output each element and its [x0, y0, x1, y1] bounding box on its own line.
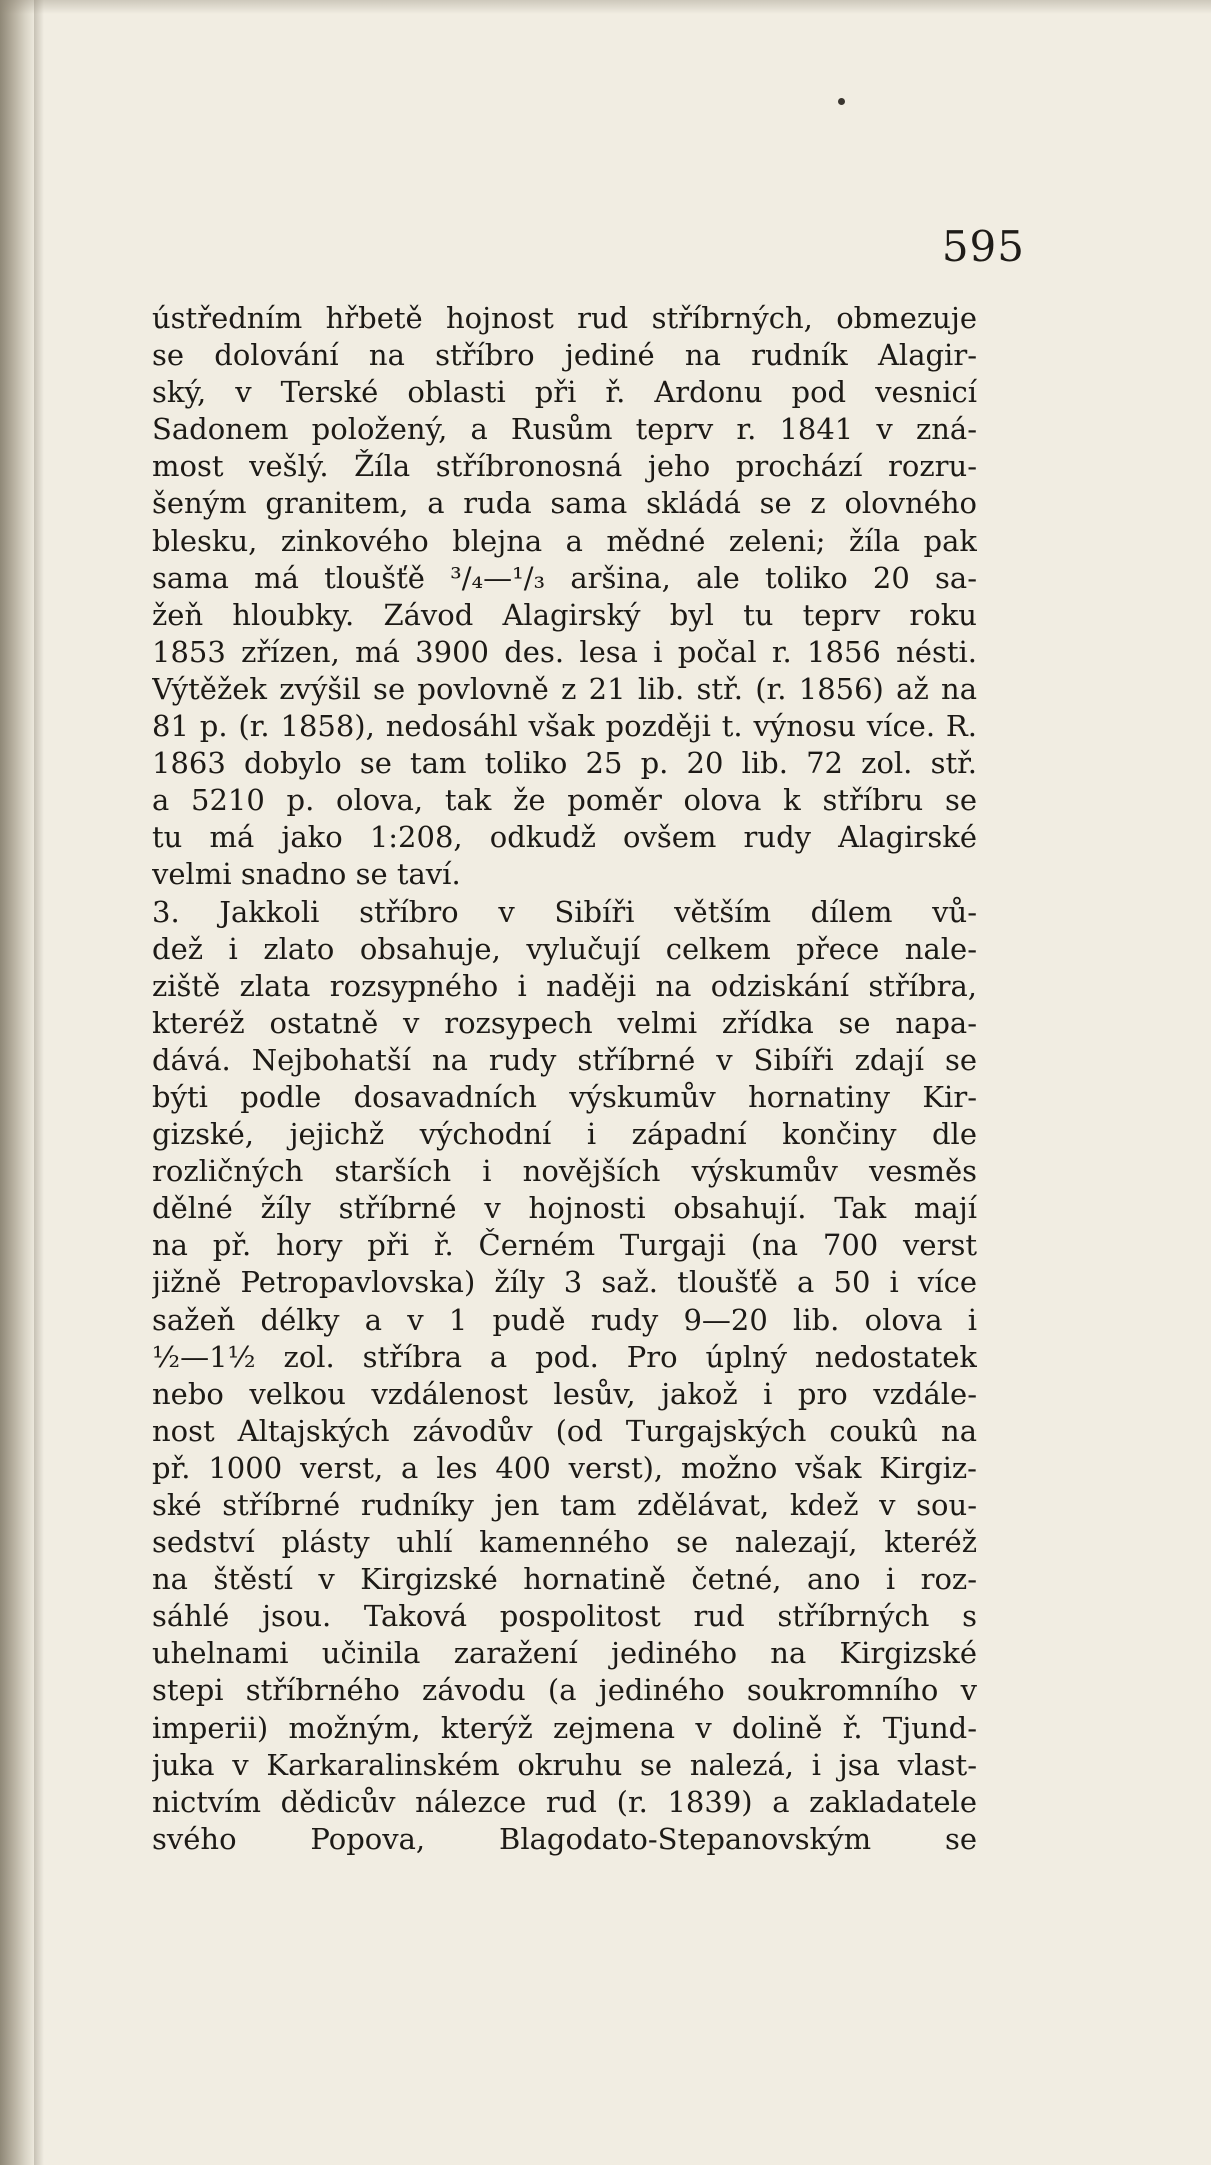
- text-line: se dolování na stříbro jediné na rudník Alagir-: [152, 338, 977, 373]
- page-number: 595: [941, 222, 1025, 271]
- text-line: stepi stříbrného závodu (a jediného soukromního v: [152, 1673, 977, 1708]
- text-line: býti podle dosavadních výskumův hornatiny Kir-: [152, 1079, 977, 1114]
- text-line: sáhlé jsou. Taková pospolitost rud stříbrných s: [152, 1599, 977, 1634]
- page-binding-edge: [0, 0, 34, 2165]
- text-line: sama má tloušťě ³/₄—¹/₃ aršina, ale toliko 20 sa-: [152, 560, 977, 595]
- text-line: ziště zlata rozsypného i naději na odziskání stříbra,: [152, 968, 977, 1003]
- text-line: sedství plásty uhlí kamenného se nalezají, kteréž: [152, 1525, 977, 1560]
- text-line: ústředním hřbetě hojnost rud stříbrných, obmezuje: [152, 301, 977, 335]
- text-line: ský, v Terské oblasti při ř. Ardonu pod vesnicí: [152, 375, 977, 410]
- text-line-paragraph-end: velmi snadno se taví.: [152, 857, 461, 892]
- text-line: nictvím dědicův nálezce rud (r. 1839) a zakladatele: [152, 1784, 977, 1819]
- text-line: juka v Karkaralinském okruhu se nalezá, i jsa vlast-: [152, 1747, 977, 1782]
- ink-speck: [838, 98, 845, 105]
- text-line: a 5210 p. olova, tak že poměr olova k stříbru se: [152, 783, 977, 818]
- text-line: rozličných starších i novějších výskumův vesměs: [152, 1154, 977, 1189]
- text-line: ské stříbrné rudníky jen tam zdělávat, kdež v sou-: [152, 1488, 977, 1522]
- text-line: kteréž ostatně v rozsypech velmi zřídka se napa-: [152, 1005, 977, 1040]
- text-line: imperii) možným, kterýž zejmena v dolině ř. Tjund-: [152, 1710, 977, 1745]
- text-line: uhelnami učinila zaražení jediného na Kirgizské: [152, 1636, 977, 1671]
- text-line: př. 1000 verst, a les 400 verst), možno však Kirgiz-: [152, 1450, 977, 1485]
- text-line: žeň hloubky. Závod Alagirský byl tu teprv roku: [152, 597, 977, 632]
- text-line: jižně Petropavlovska) žíly 3 saž. tloušťě a 50 i více: [152, 1265, 977, 1300]
- text-line: Výtěžek zvýšil se povlovně z 21 lib. stř. (r. 1856) až na: [152, 671, 977, 706]
- text-line: na př. hory při ř. Černém Turgaji (na 700 verst: [152, 1228, 977, 1263]
- text-line: gizské, jejichž východní i západní končiny dle: [152, 1117, 977, 1152]
- text-line: most vešlý. Žíla stříbronosná jeho prochází rozru-: [152, 449, 977, 484]
- text-line: dělné žíly stříbrné v hojnosti obsahují. Tak mají: [152, 1191, 977, 1226]
- text-line: svého Popova, Blagodato-Stepanovským se: [152, 1821, 977, 1856]
- text-line: sažeň délky a v 1 pudě rudy 9—20 lib. olova i: [152, 1302, 977, 1337]
- text-line: Sadonem položený, a Rusům teprv r. 1841 v zná-: [152, 412, 977, 447]
- text-line: dež i zlato obsahuje, vylučují celkem přece nale-: [152, 931, 977, 966]
- body-text: [152, 300, 977, 1858]
- text-line: na štěstí v Kirgizské hornatině četné, ano i roz-: [152, 1562, 977, 1597]
- text-line: 3. Jakkoli stříbro v Sibíři větším dílem vů-: [152, 894, 977, 929]
- text-line: ½—1½ zol. stříbra a pod. Pro úplný nedostatek: [152, 1339, 977, 1374]
- top-edge-shade: [0, 0, 1211, 14]
- binding-shadow: [34, 0, 44, 2165]
- text-line: nebo velkou vzdálenost lesův, jakož i pro vzdále-: [152, 1376, 977, 1411]
- text-line: tu má jako 1:208, odkudž ovšem rudy Alagirské: [152, 820, 977, 855]
- text-line: 1863 dobylo se tam toliko 25 p. 20 lib. 72 zol. stř.: [152, 746, 977, 781]
- text-line: šeným granitem, a ruda sama skládá se z olovného: [152, 486, 977, 521]
- text-line: dává. Nejbohatší na rudy stříbrné v Sibíři zdají se: [152, 1042, 977, 1077]
- text-line: 81 p. (r. 1858), nedosáhl však později t. výnosu více. R.: [152, 709, 977, 744]
- text-line: blesku, zinkového blejna a mědné zeleni; žíla pak: [152, 523, 977, 558]
- text-line: 1853 zřízen, má 3900 des. lesa i počal r. 1856 nésti.: [152, 634, 977, 669]
- text-line: nost Altajských závodův (od Turgajských coukû na: [152, 1413, 977, 1448]
